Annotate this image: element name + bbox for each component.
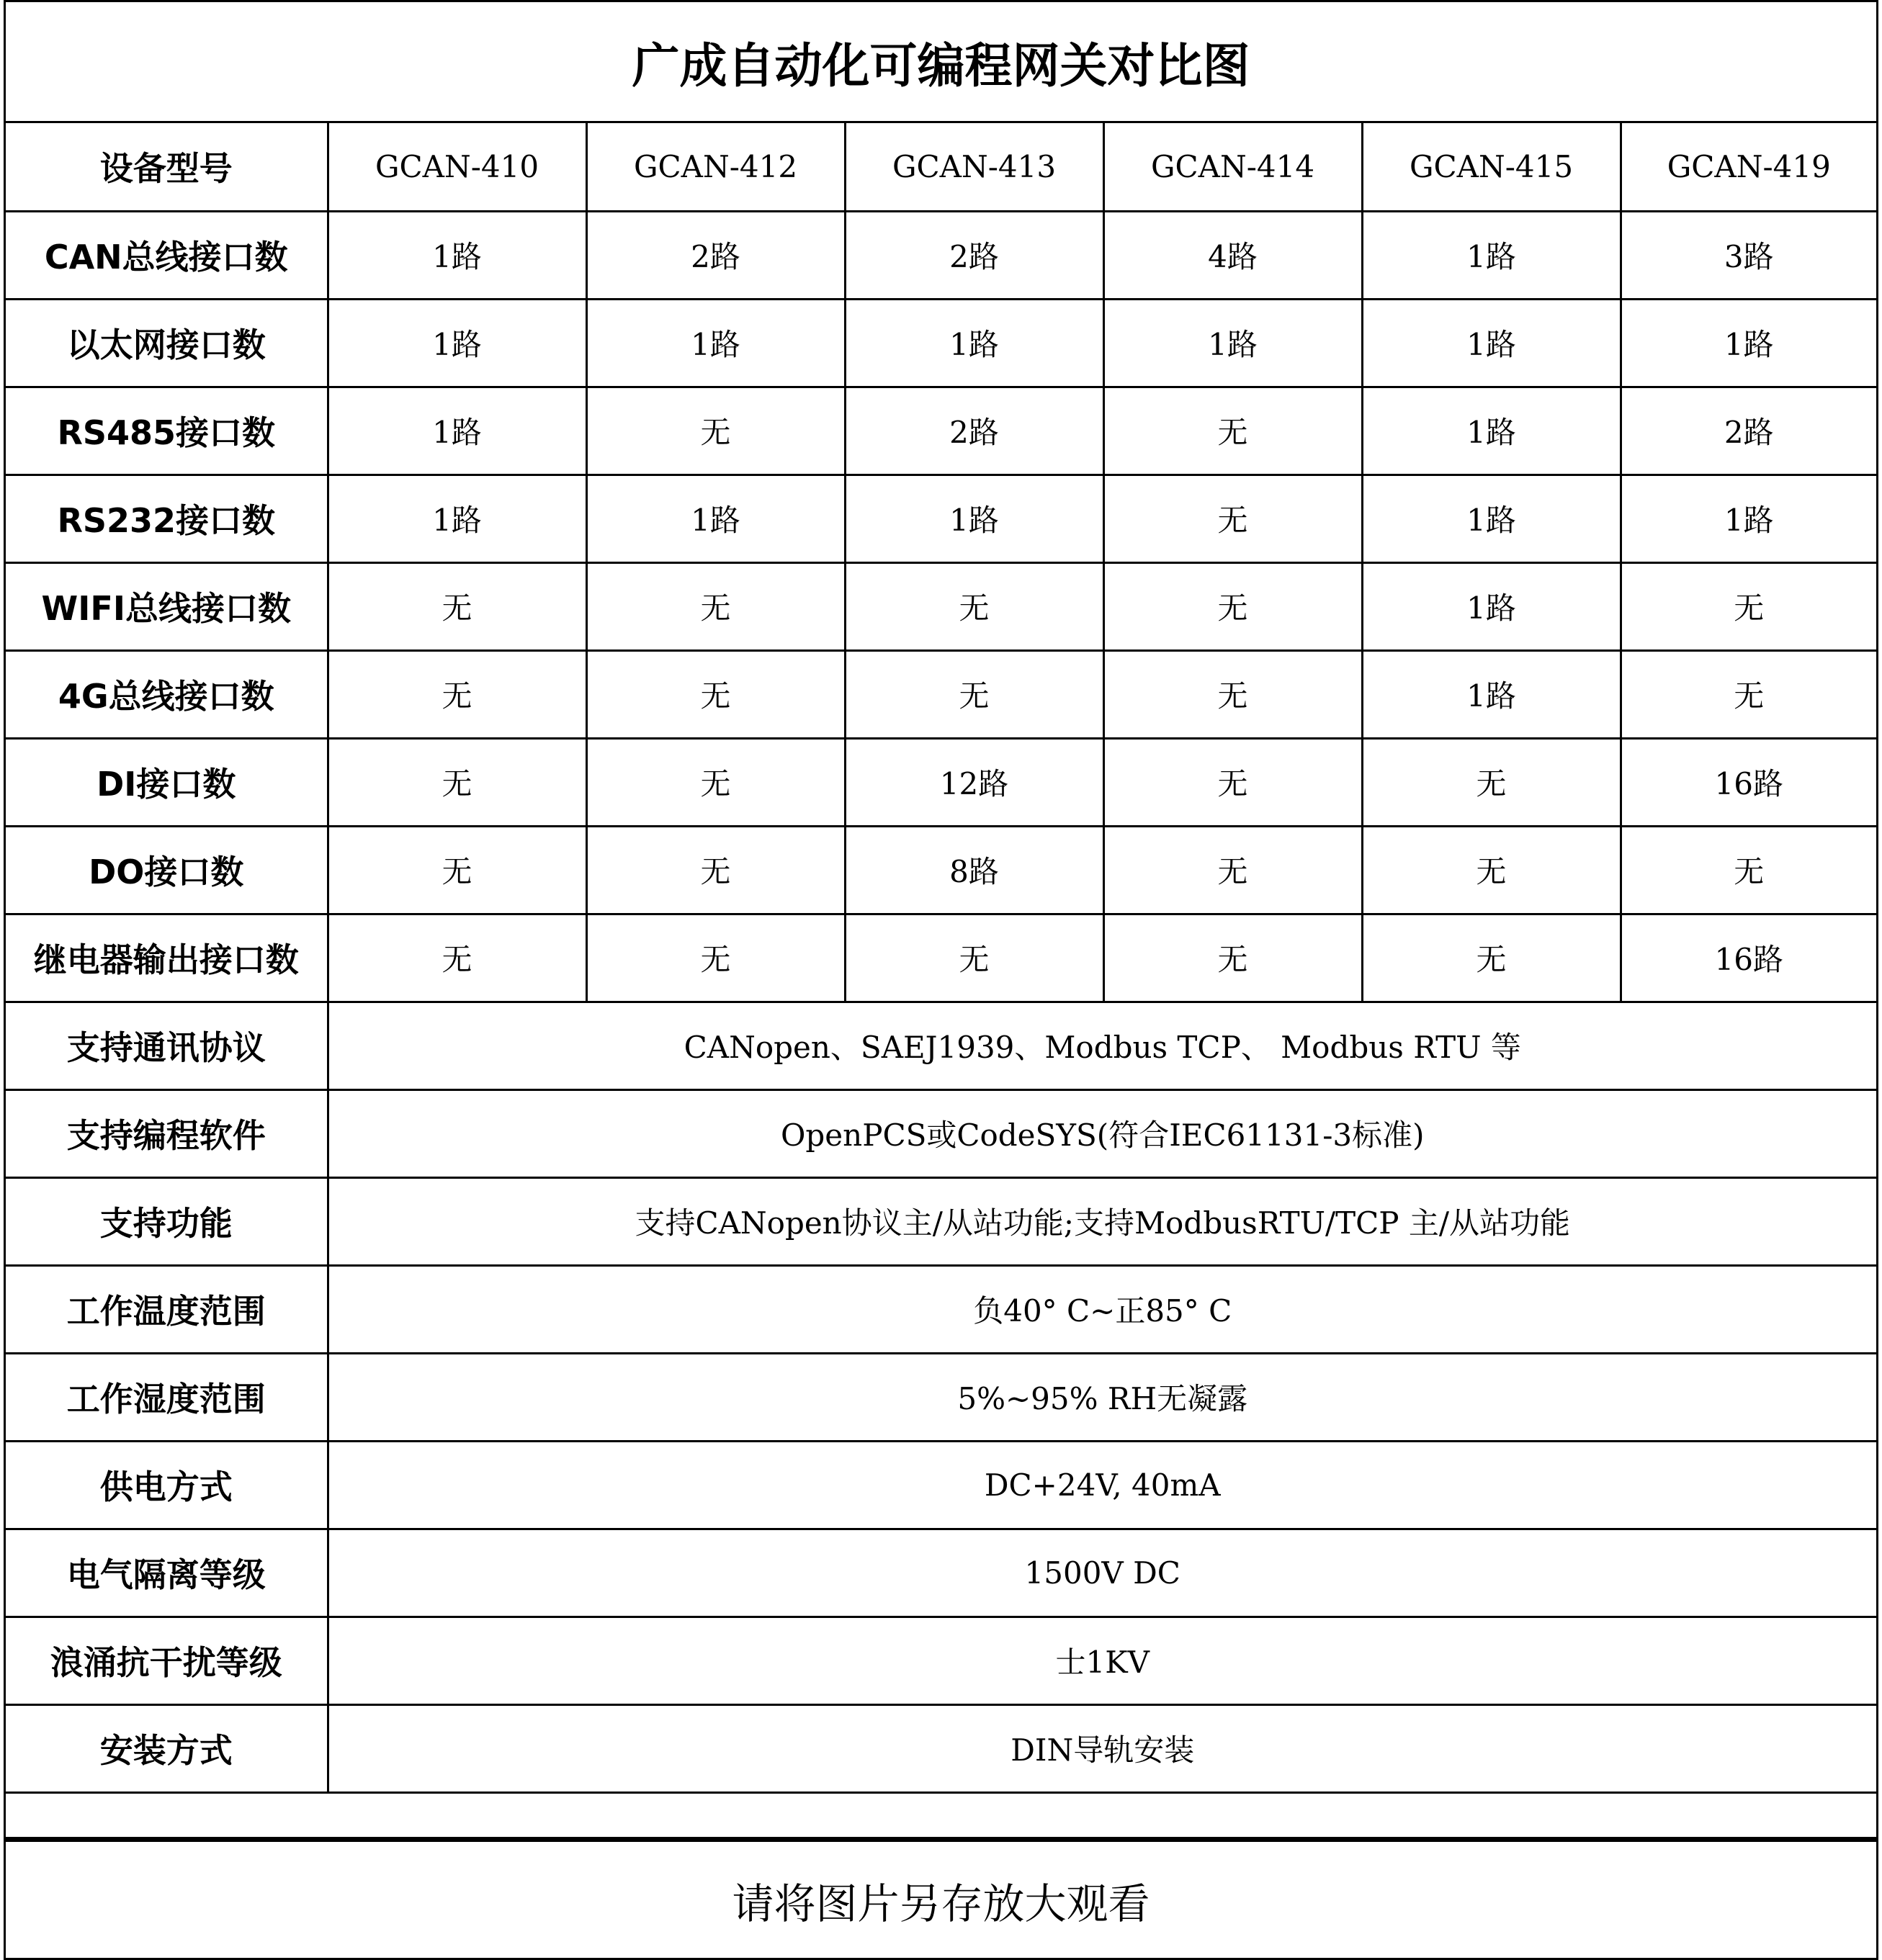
value-cell: 无 xyxy=(1362,914,1621,1002)
value-cell: 无 xyxy=(328,914,586,1002)
shared-spec-row xyxy=(6,1089,1876,1177)
spec-row xyxy=(6,914,1876,1002)
row-label: 4G总线接口数 xyxy=(6,650,328,738)
row-label: WIFI总线接口数 xyxy=(6,562,328,650)
value-cell: 1路 xyxy=(586,299,845,387)
shared-spec-row xyxy=(6,1265,1876,1353)
value-cell: 无 xyxy=(586,650,845,738)
row-label: 支持编程软件 xyxy=(6,1089,328,1177)
value-cell: 16路 xyxy=(1621,914,1876,1002)
value-cell: 1路 xyxy=(845,475,1103,562)
model-cell: GCAN-413 xyxy=(845,123,1103,211)
shared-value-cell: 5%~95% RH无凝露 xyxy=(328,1353,1876,1441)
value-cell: 无 xyxy=(845,914,1103,1002)
value-cell: 2路 xyxy=(845,387,1103,475)
value-cell: 无 xyxy=(845,650,1103,738)
value-cell: 无 xyxy=(1621,826,1876,914)
spec-table xyxy=(6,123,1876,1794)
shared-value-cell: 1500V DC xyxy=(328,1529,1876,1617)
value-cell: 1路 xyxy=(586,475,845,562)
row-label: RS485接口数 xyxy=(6,387,328,475)
shared-spec-row xyxy=(6,1617,1876,1704)
footer-note: 请将图片另存放大观看 xyxy=(6,1837,1876,1958)
value-cell: 无 xyxy=(586,387,845,475)
spec-row xyxy=(6,738,1876,826)
value-cell: 无 xyxy=(328,738,586,826)
value-cell: 1路 xyxy=(1621,475,1876,562)
value-cell: 1路 xyxy=(328,475,586,562)
row-label: 安装方式 xyxy=(6,1704,328,1792)
value-cell: 1路 xyxy=(1362,387,1621,475)
shared-value-cell: CANopen、SAEJ1939、Modbus TCP、 Modbus RTU 等 xyxy=(328,1002,1876,1089)
model-cell: GCAN-414 xyxy=(1103,123,1362,211)
spec-row xyxy=(6,650,1876,738)
row-label: 电气隔离等级 xyxy=(6,1529,328,1617)
value-cell: 1路 xyxy=(1362,299,1621,387)
shared-value-cell: 支持CANopen协议主/从站功能;支持ModbusRTU/TCP 主/从站功能 xyxy=(328,1177,1876,1265)
value-cell: 无 xyxy=(586,738,845,826)
shared-value-cell: DC+24V, 40mA xyxy=(328,1441,1876,1529)
value-cell: 无 xyxy=(1103,475,1362,562)
value-cell: 2路 xyxy=(586,211,845,299)
value-cell: 2路 xyxy=(1621,387,1876,475)
value-cell: 4路 xyxy=(1103,211,1362,299)
row-label: RS232接口数 xyxy=(6,475,328,562)
value-cell: 2路 xyxy=(845,211,1103,299)
value-cell: 无 xyxy=(586,914,845,1002)
row-label: 浪涌抗干扰等级 xyxy=(6,1617,328,1704)
model-cell: GCAN-419 xyxy=(1621,123,1876,211)
row-label: DI接口数 xyxy=(6,738,328,826)
shared-value-cell: 负40° C~正85° C xyxy=(328,1265,1876,1353)
value-cell: 12路 xyxy=(845,738,1103,826)
page-title: 广成自动化可编程网关对比图 xyxy=(6,2,1876,123)
shared-spec-row xyxy=(6,1441,1876,1529)
row-label: DO接口数 xyxy=(6,826,328,914)
row-label: 继电器输出接口数 xyxy=(6,914,328,1002)
value-cell: 16路 xyxy=(1621,738,1876,826)
value-cell: 无 xyxy=(1103,826,1362,914)
value-cell: 1路 xyxy=(1362,475,1621,562)
value-cell: 1路 xyxy=(1621,299,1876,387)
value-cell: 1路 xyxy=(845,299,1103,387)
value-cell: 1路 xyxy=(1362,562,1621,650)
header-row xyxy=(6,123,1876,211)
spec-row xyxy=(6,299,1876,387)
value-cell: 1路 xyxy=(328,299,586,387)
spec-row xyxy=(6,475,1876,562)
value-cell: 3路 xyxy=(1621,211,1876,299)
spec-row xyxy=(6,387,1876,475)
row-label-model: 设备型号 xyxy=(6,123,328,211)
row-label: 以太网接口数 xyxy=(6,299,328,387)
spec-table-body xyxy=(6,123,1876,1792)
shared-spec-row xyxy=(6,1353,1876,1441)
row-label: 工作温度范围 xyxy=(6,1265,328,1353)
value-cell: 无 xyxy=(1362,826,1621,914)
value-cell: 无 xyxy=(1621,650,1876,738)
value-cell: 无 xyxy=(328,650,586,738)
row-label: 支持通讯协议 xyxy=(6,1002,328,1089)
value-cell: 1路 xyxy=(1103,299,1362,387)
model-cell: GCAN-412 xyxy=(586,123,845,211)
value-cell: 无 xyxy=(1362,738,1621,826)
value-cell: 无 xyxy=(1103,738,1362,826)
spec-row xyxy=(6,826,1876,914)
value-cell: 无 xyxy=(586,562,845,650)
shared-spec-row xyxy=(6,1177,1876,1265)
row-label: 工作湿度范围 xyxy=(6,1353,328,1441)
shared-value-cell: OpenPCS或CodeSYS(符合IEC61131-3标准) xyxy=(328,1089,1876,1177)
row-label: 支持功能 xyxy=(6,1177,328,1265)
value-cell: 无 xyxy=(1621,562,1876,650)
row-label: CAN总线接口数 xyxy=(6,211,328,299)
shared-value-cell: DIN导轨安装 xyxy=(328,1704,1876,1792)
value-cell: 1路 xyxy=(328,211,586,299)
shared-spec-row xyxy=(6,1704,1876,1792)
spec-row xyxy=(6,562,1876,650)
model-cell: GCAN-410 xyxy=(328,123,586,211)
value-cell: 无 xyxy=(845,562,1103,650)
value-cell: 无 xyxy=(586,826,845,914)
comparison-sheet xyxy=(4,0,1878,1960)
value-cell: 无 xyxy=(328,562,586,650)
value-cell: 8路 xyxy=(845,826,1103,914)
shared-spec-row xyxy=(6,1002,1876,1089)
value-cell: 无 xyxy=(1103,562,1362,650)
value-cell: 1路 xyxy=(1362,211,1621,299)
value-cell: 1路 xyxy=(1362,650,1621,738)
value-cell: 1路 xyxy=(328,387,586,475)
value-cell: 无 xyxy=(1103,914,1362,1002)
value-cell: 无 xyxy=(1103,387,1362,475)
value-cell: 无 xyxy=(328,826,586,914)
shared-value-cell: 士1KV xyxy=(328,1617,1876,1704)
shared-spec-row xyxy=(6,1529,1876,1617)
value-cell: 无 xyxy=(1103,650,1362,738)
row-label: 供电方式 xyxy=(6,1441,328,1529)
model-cell: GCAN-415 xyxy=(1362,123,1621,211)
spec-row xyxy=(6,211,1876,299)
